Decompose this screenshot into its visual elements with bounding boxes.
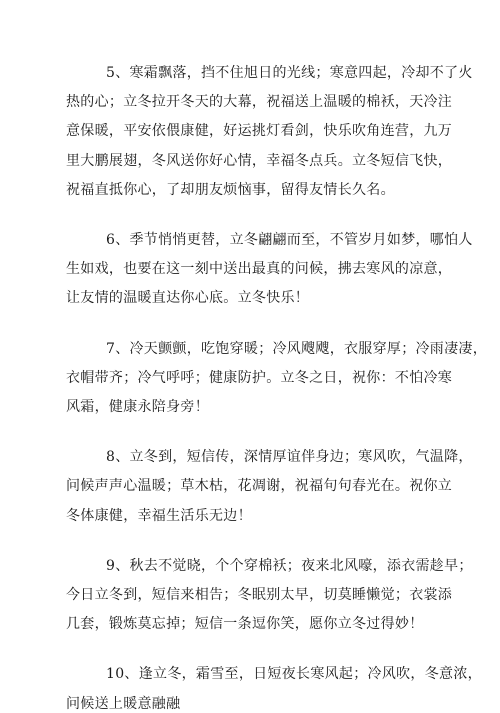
text-line: 10、逢立冬，霜雪至，日短夜长寒风起；冷风吹，冬意浓，: [106, 666, 482, 682]
text-line: 问候送上暖意融融: [66, 696, 181, 712]
text-line: 意保暖，平安依偎康健，好运挑灯看剑，快乐吹角连营，九万: [66, 123, 453, 139]
text-line: 7、冷天颤颤，吃饱穿暖；冷风飕飕，衣服穿厚；冷雨凄凄，: [106, 341, 488, 357]
text-line: 9、秋去不觉晓，个个穿棉袄；夜来北风嚎，添衣需趁早；: [106, 558, 473, 574]
text-line: 让友情的温暖直达你心底。立冬快乐！: [66, 290, 310, 306]
text-line: 6、季节悄悄更替，立冬翩翩而至，不管岁月如梦，哪怕人: [106, 232, 473, 248]
text-line: 今日立冬到，短信来相告；冬眠别太早，切莫睡懒觉；衣裳添: [66, 587, 453, 603]
text-line: 5、寒霜飘落，挡不住旭日的光线；寒意四起，冷却不了火: [106, 65, 473, 81]
text-line: 冬体康健，幸福生活乐无边！: [66, 508, 252, 524]
text-line: 8、立冬到，短信传，深情厚谊伴身边；寒风吹，气温降，: [106, 449, 473, 465]
text-line: 问候声声心温暖；草木枯，花凋谢，祝福句句春光在。祝你立: [66, 478, 453, 494]
text-line: 风霜，健康永陪身旁！: [66, 399, 209, 415]
text-line: 里大鹏展翅，冬风送你好心情，幸福冬点兵。立冬短信飞快，: [66, 153, 453, 169]
text-line: 衣帽带齐；冷气呼呼；健康防护。立冬之日，祝你：不怕冷寒: [66, 370, 453, 386]
text-line: 几套，锻炼莫忘掉；短信一条逗你笑，愿你立冬过得妙！: [66, 616, 424, 632]
text-line: 生如戏，也要在这一刻中送出最真的问候，拂去寒风的凉意，: [66, 261, 453, 277]
text-line: 热的心；立冬拉开冬天的大幕，祝福送上温暖的棉袄，天冷注: [66, 94, 453, 110]
text-line: 祝福直抵你心，了却朋友烦恼事，留得友情长久名。: [66, 182, 395, 198]
